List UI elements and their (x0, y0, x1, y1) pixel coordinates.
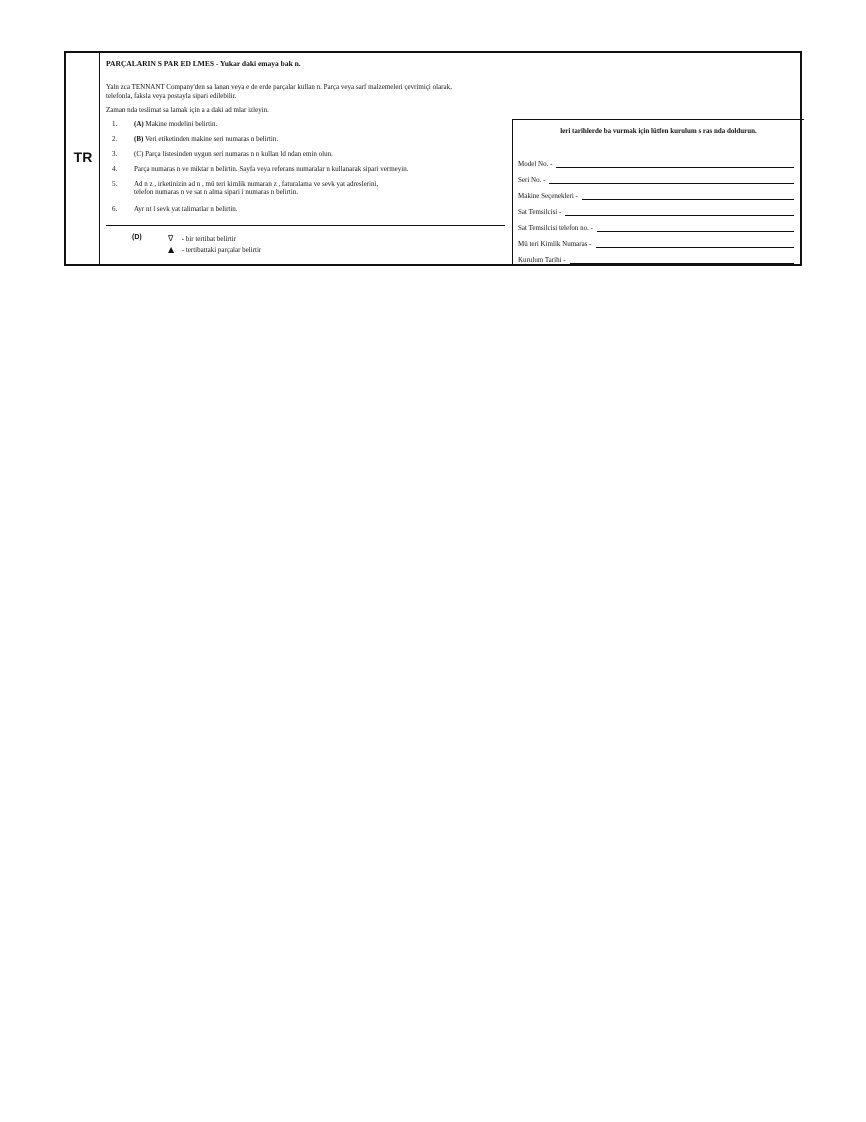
sales-representative-field[interactable] (518, 206, 794, 216)
section-heading: PARÇALARIN S PAR ED LMES - Yukar daki emaya bak n. (106, 59, 301, 68)
field-label: Kurulum Tarihi - (518, 256, 566, 264)
installation-record-form (512, 119, 804, 266)
intro-text-line-1: Yaln zca TENNANT Company'den sa lanan veya e de erde parçalar kullan n. Parça veya sarf malzemeleri çevrimiçi olarak, (106, 83, 452, 91)
parts-ordering-panel (64, 51, 802, 266)
step-item (112, 205, 238, 213)
fill-in-line[interactable] (565, 208, 794, 216)
customer-id-field[interactable] (518, 238, 794, 248)
fill-in-line[interactable] (556, 160, 794, 168)
step-text-continued: telefon numaras n ve sat n alma sipari i numaras n belirtin. (134, 188, 299, 196)
field-label: Makine Seçenekleri - (518, 192, 578, 200)
step-item (112, 180, 378, 196)
field-label: Mü teri Kimlik Numaras - (518, 240, 592, 248)
divider (106, 225, 505, 226)
step-number: 1. (112, 120, 118, 128)
fill-in-line[interactable] (597, 224, 794, 232)
step-text: Ad n z , irketinizin ad n , mü teri kimlik numaran z , faturalama ve sevk yat adreslerini, (134, 180, 379, 188)
field-label: Model No. - (518, 160, 553, 168)
step-item (112, 150, 333, 158)
legend-row-parts (168, 245, 261, 254)
step-number: 5. (112, 180, 118, 188)
step-number: 2. (112, 135, 118, 143)
step-key: (A) (134, 120, 144, 128)
step-key: (B) (134, 135, 144, 143)
step-number: 4. (112, 165, 118, 173)
legend-text: - bir tertibat belirtir (180, 235, 236, 243)
step-item (112, 135, 278, 143)
step-text: Ayr nt l sevk yat talimatlar n belirtin. (134, 205, 238, 213)
step-text: Veri etiketinden makine seri numaras n belirtin. (143, 135, 279, 143)
part-triangle-filled-icon: ▲ (168, 245, 175, 254)
machine-options-field[interactable] (518, 190, 794, 200)
field-label: Sat Temsilcisi telefon no. - (518, 224, 594, 232)
intro-text-line-2: telefonla, faksla veya postayla sipari edilebilir. (106, 92, 237, 100)
sales-representative-phone-field[interactable] (518, 222, 794, 232)
field-label: Sat Temsilcisi - (518, 208, 562, 216)
intro-text-line-3: Zaman nda teslimat sa lamak için a a daki ad mlar izleyin. (106, 106, 269, 114)
step-text: Makine modelini belirtin. (143, 120, 218, 128)
language-column (66, 53, 100, 264)
step-text: Parça numaras n ve miktar n belirtin. Sayfa veya referans numaralar n kullanarak sipari vermeyin. (134, 165, 409, 173)
installation-date-field[interactable] (518, 254, 794, 264)
step-number: 3. (112, 150, 118, 158)
step-number: 6. (112, 205, 118, 213)
fill-in-line[interactable] (596, 240, 795, 248)
legend-text: - tertibattaki parçalar belirtir (180, 246, 262, 254)
step-item (112, 120, 217, 128)
instructions-area (106, 53, 800, 264)
form-title: leri tarihlerde ba vurmak için lütfen kurulum s ras nda doldurun. (560, 127, 757, 135)
fill-in-line[interactable] (549, 176, 794, 184)
fill-in-line[interactable] (582, 192, 794, 200)
fill-in-line[interactable] (570, 256, 794, 264)
step-item (112, 165, 408, 173)
legend-key: (D) (132, 234, 142, 241)
language-code: TR (73, 149, 93, 165)
field-label: Seri No. - (518, 176, 546, 184)
serial-number-field[interactable] (518, 174, 794, 184)
legend-row-assembly (168, 234, 236, 243)
assembly-triangle-outline-icon: ∇ (168, 234, 174, 243)
model-number-field[interactable] (518, 158, 794, 168)
step-text: (C) Parça listesinden uygun seri numaras n n kullan ld ndan emin olun. (134, 150, 333, 158)
